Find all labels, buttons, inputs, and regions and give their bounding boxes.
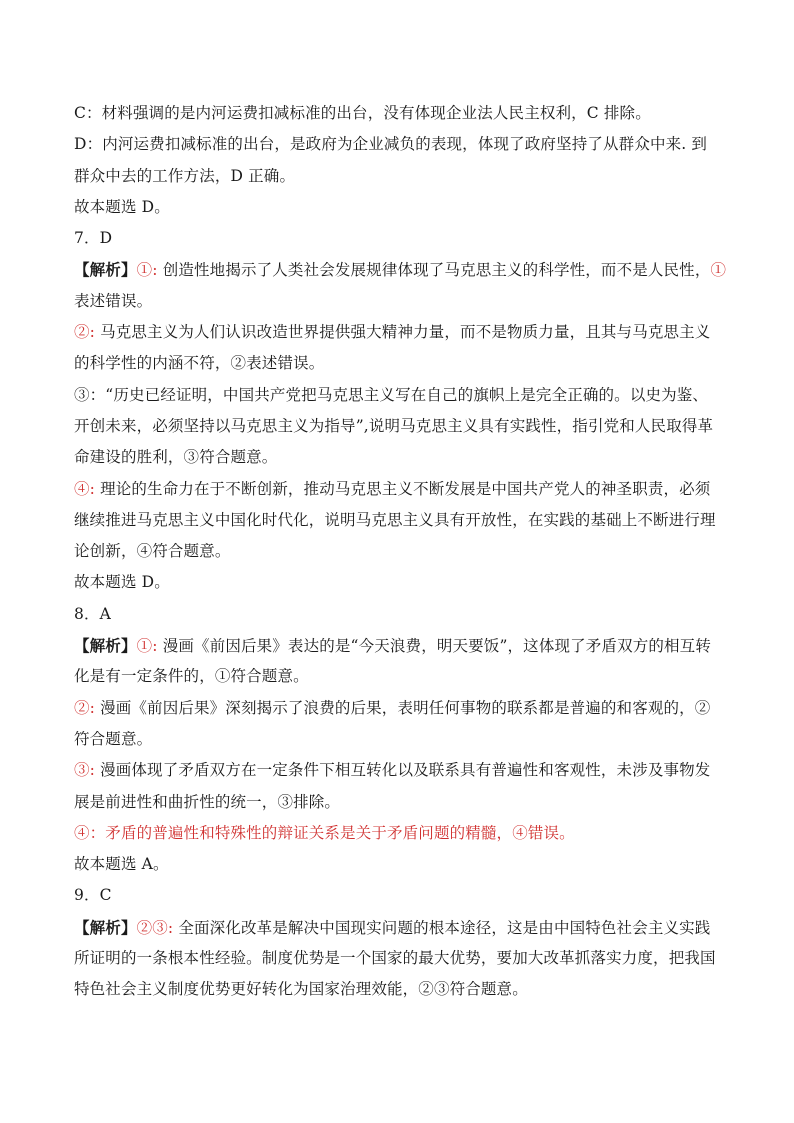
text-segment: 9．C	[74, 886, 112, 905]
text-line	[74, 661, 724, 692]
text-line	[74, 348, 724, 379]
text-segment: 漫画体现了矛盾双方在一定条件下相互转化以及联系具有普遍性和客观性，未涉及事物发	[100, 761, 711, 780]
text-segment: ①:	[136, 637, 163, 656]
text-segment: ③：“历史已经证明，中国共产党把马克思主义写在自己的旗帜上是完全正确的。以史为鉴、	[74, 385, 709, 404]
text-line	[74, 599, 724, 630]
text-segment: ②:	[74, 323, 101, 342]
text-line	[74, 380, 724, 411]
text-line	[74, 536, 724, 567]
text-segment: 故本题选 A。	[74, 855, 169, 874]
text-line	[74, 505, 724, 536]
text-segment: 【解析】	[74, 636, 137, 656]
text-segment: 继续推进马克思主义中国化时代化，说明马克思主义具有开放性，在实践的基础上不断进行理	[74, 510, 716, 529]
text-line	[74, 254, 727, 285]
text-segment: ④：矛盾的普遍性和特殊性的辩证关系是关于矛盾问题的精髓，④错误。	[74, 823, 575, 842]
text-line	[74, 129, 724, 160]
text-line	[74, 474, 724, 505]
document-page	[74, 98, 727, 1006]
text-segment: 8．A	[74, 604, 112, 623]
text-segment: 命建设的胜利，③符合题意。	[74, 448, 278, 467]
text-line	[74, 693, 724, 724]
text-segment: 7．D	[74, 229, 113, 248]
text-segment: 论创新，④符合题意。	[74, 542, 231, 561]
text-segment: 展是前进性和曲折性的统一，③排除。	[74, 792, 341, 811]
text-segment: 表述错误。	[74, 291, 153, 310]
text-line	[74, 755, 724, 786]
text-line	[74, 567, 724, 598]
text-segment: 化是有一定条件的，①符合题意。	[74, 667, 309, 686]
text-segment: 漫画《前因后果》深刻揭示了浪费的后果，表明任何事物的联系都是普遍的和客观的，②	[100, 698, 711, 717]
text-line	[74, 286, 724, 317]
text-segment: C：材料强调的是内河运费扣减标准的出台，没有体现企业法人民主权利，C 排除。	[74, 104, 651, 122]
text-segment: 【解析】	[74, 917, 137, 937]
text-segment: 马克思主义为人们认识改造世界提供强大精神力量，而不是物质力量，且其与马克思主义	[100, 323, 711, 342]
text-line	[74, 943, 724, 974]
text-segment: 漫画《前因后果》表达的是“今天浪费，明天要饭”，这体现了矛盾双方的相互转	[162, 637, 711, 656]
text-segment: 创造性地揭示了人类社会发展规律体现了马克思主义的科学性，而不是人民性，	[162, 261, 711, 280]
text-line	[74, 849, 724, 880]
text-line	[74, 411, 724, 442]
text-segment: 的科学性的内涵不符，②表述错误。	[74, 354, 325, 373]
text-line	[74, 630, 724, 661]
text-segment: ②③:	[136, 918, 179, 937]
text-line	[74, 974, 724, 1005]
text-segment: ①:	[136, 261, 163, 280]
text-segment: D：内河运费扣减标准的出台，是政府为企业减负的表现，体现了政府坚持了从群众中来. 到	[74, 135, 708, 154]
text-line	[74, 818, 724, 849]
text-segment: 【解析】	[74, 260, 137, 280]
text-line	[74, 192, 724, 223]
text-line	[74, 223, 724, 254]
text-segment: ①	[710, 261, 727, 280]
text-segment: 故本题选 D。	[74, 573, 170, 592]
text-segment: ④:	[74, 479, 101, 498]
text-segment: ③:	[74, 761, 101, 780]
text-segment: ②:	[74, 698, 101, 717]
text-segment: 群众中去的工作方法，D 正确。	[74, 166, 296, 185]
text-segment: 开创未来，必须坚持以马克思主义为指导”,说明马克思主义具有实践性，指引党和人民取得革	[74, 416, 714, 435]
text-line	[74, 161, 724, 192]
text-segment: 所证明的一条根本性经验。制度优势是一个国家的最大优势，要加大改革抓落实力度，把我国	[74, 949, 716, 968]
text-segment: 故本题选 D。	[74, 197, 170, 216]
text-line	[74, 880, 724, 911]
text-line	[74, 442, 724, 473]
text-line	[74, 317, 724, 348]
text-segment: 符合题意。	[74, 729, 153, 748]
text-segment: 理论的生命力在于不断创新，推动马克思主义不断发展是中国共产党人的神圣职责，必须	[100, 479, 711, 498]
text-line	[74, 724, 724, 755]
text-line	[74, 912, 724, 943]
text-line	[74, 98, 724, 129]
text-line	[74, 787, 724, 818]
text-segment: 全面深化改革是解决中国现实问题的根本途径，这是由中国特色社会主义实践	[178, 918, 711, 937]
text-segment: 特色社会主义制度优势更好转化为国家治理效能，②③符合题意。	[74, 980, 528, 999]
